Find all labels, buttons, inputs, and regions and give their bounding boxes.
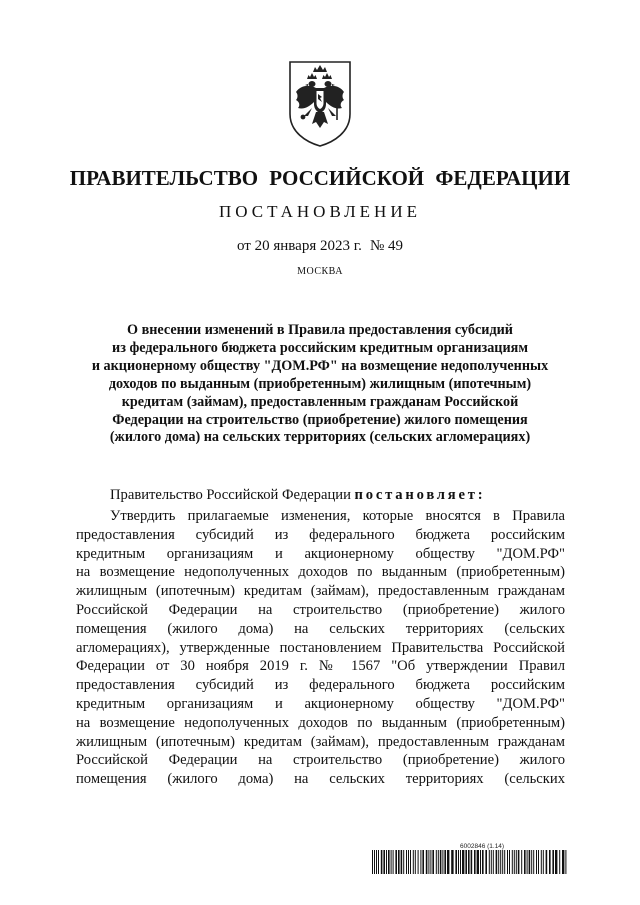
barcode-bar — [376, 850, 377, 874]
heading-line: (жилого дома) на сельских территориях (сельских агломерациях) — [109, 429, 531, 446]
barcode-bar — [533, 850, 534, 874]
barcode-bar — [372, 850, 373, 874]
barcode-bar — [408, 850, 409, 874]
barcode-bar — [507, 850, 508, 874]
barcode-bar — [538, 850, 539, 874]
barcode-bar — [383, 850, 385, 874]
barcode-bar — [391, 850, 392, 874]
barcode-bar — [489, 850, 490, 874]
body-line: Российской Федерации на строительство (приобретение) жилого — [76, 601, 565, 618]
barcode-bar — [438, 850, 439, 874]
barcode-bar — [521, 850, 522, 874]
barcode-bar — [552, 850, 554, 874]
document-date: от 20 января 2023 г. — [237, 238, 362, 254]
barcode-bar — [562, 850, 564, 874]
barcode-bar — [455, 850, 457, 874]
barcode-bar — [512, 850, 513, 874]
body-line: Российской Федерации на строительство (приобретение) жилого — [76, 752, 565, 769]
body-line: предоставления субсидий из федерального бюджета российским — [76, 526, 565, 543]
barcode-bar — [403, 850, 404, 874]
body-line: жилищным (ипотечным) кредитам (займам), предоставленным гражданам — [76, 733, 565, 750]
document-heading — [60, 322, 580, 447]
barcode-bar — [444, 850, 446, 874]
barcode-bar — [480, 850, 481, 874]
barcode-bar — [491, 850, 492, 874]
preamble — [110, 487, 485, 504]
coat-of-arms-icon — [286, 58, 354, 148]
barcode-bar — [524, 850, 526, 874]
heading-line: кредитам (займам), предоставленным гражданам Российской — [121, 393, 519, 410]
body-line: помещения (жилого дома) на сельских территориях (сельских — [76, 771, 565, 788]
barcode-bar — [474, 850, 476, 874]
barcode-bar — [546, 850, 548, 874]
barcode-bar — [460, 850, 461, 874]
body-line: жилищным (ипотечным) кредитам (займам), предоставленным гражданам — [76, 583, 565, 600]
preamble-text: Правительство Российской Федерации — [110, 487, 351, 503]
barcode-bar — [415, 850, 416, 874]
barcode-bar — [529, 850, 531, 874]
barcode-bar — [428, 850, 429, 874]
barcode-bar — [426, 850, 428, 874]
document-city: МОСКВА — [297, 266, 343, 277]
barcode-bar — [565, 850, 566, 874]
barcode-bar — [504, 850, 505, 874]
barcode-bar — [541, 850, 542, 874]
barcode-bar — [393, 850, 394, 874]
government-title: ПРАВИТЕЛЬСТВО РОССИЙСКОЙ ФЕДЕРАЦИИ — [69, 166, 571, 190]
barcode-bar — [549, 850, 551, 874]
barcode-bar — [418, 850, 419, 874]
heading-line: и акционерному обществу "ДОМ.РФ" на возмещение недополученных — [91, 357, 549, 374]
preamble-emphasis: постановляет: — [354, 487, 486, 503]
barcode-bar — [516, 850, 517, 874]
barcode-bar — [485, 850, 487, 874]
body-line: Федерации от 30 ноября 2019 г. № 1567 "Об утверждении Правил — [76, 658, 565, 675]
barcode-icon — [372, 850, 568, 874]
body-line: на возмещение недополученных доходов по выданным (приобретенным) — [76, 564, 565, 581]
document-number: № 49 — [369, 238, 403, 254]
body-line: кредитным организациям и акционерному обществу "ДОМ.РФ" — [76, 545, 565, 562]
barcode-bar — [432, 850, 434, 874]
body-text — [76, 507, 565, 789]
heading-line: Федерации на строительство (приобретение) жилого помещения — [112, 411, 528, 428]
barcode-bar — [401, 850, 403, 874]
barcode-bar — [440, 850, 442, 874]
barcode-bar — [436, 850, 437, 874]
barcode-bar — [410, 850, 411, 874]
body-line: агломерациях), утвержденные постановлением Правительства Российской — [76, 639, 565, 656]
document-type: ПОСТАНОВЛЕНИЕ — [218, 202, 421, 221]
barcode-bar — [531, 850, 532, 874]
barcode-bar — [500, 850, 501, 874]
barcode-bar — [527, 850, 528, 874]
heading-line: О внесении изменений в Правила предоставления субсидий — [127, 322, 513, 338]
body-line: предоставления субсидий из федерального бюджета российским — [76, 677, 565, 694]
body-line: кредитным организациям и акционерному обществу "ДОМ.РФ" — [76, 695, 565, 712]
barcode-bar — [430, 850, 431, 874]
barcode-bar — [471, 850, 473, 874]
barcode-bar — [381, 850, 383, 874]
barcode-number: 6002846 (1.14) — [460, 843, 505, 850]
document-date-line — [0, 238, 640, 255]
barcode-bar — [482, 850, 484, 874]
heading-line: из федерального бюджета российским кредитным организациям — [112, 339, 528, 356]
barcode-bar — [477, 850, 479, 874]
barcode-bar — [422, 850, 424, 874]
body-line: помещения (жилого дома) на сельских территориях (сельских — [76, 620, 565, 637]
barcode-bar — [559, 850, 560, 874]
barcode-bar — [468, 850, 470, 874]
barcode-bar — [462, 850, 464, 874]
barcode-bar — [388, 850, 390, 874]
barcode-bar — [374, 850, 375, 874]
barcode-bar — [398, 850, 400, 874]
barcode-bar — [386, 850, 387, 874]
barcode-bar — [493, 850, 494, 874]
barcode-bar — [447, 850, 449, 874]
body-line: на возмещение недополученных доходов по выданным (приобретенным) — [76, 714, 565, 731]
barcode-bar — [536, 850, 537, 874]
barcode-bar — [518, 850, 520, 874]
body-line: Утвердить прилагаемые изменения, которые вносятся в Правила — [110, 508, 565, 524]
barcode-bar — [420, 850, 421, 874]
barcode-bar — [496, 850, 498, 874]
barcode-bar — [498, 850, 499, 874]
barcode-bar — [543, 850, 544, 874]
barcode-bar — [451, 850, 453, 874]
barcode-bar — [458, 850, 459, 874]
barcode-bar — [413, 850, 414, 874]
barcode-bar — [395, 850, 397, 874]
barcode-bar — [555, 850, 557, 874]
heading-line: доходов по выданным (приобретенным) жилищным (ипотечным) — [108, 375, 532, 392]
barcode-bar — [465, 850, 467, 874]
barcode-bar — [378, 850, 379, 874]
barcode-bar — [509, 850, 510, 874]
barcode-bar — [406, 850, 407, 874]
barcode-bar — [502, 850, 503, 874]
barcode-bar — [514, 850, 515, 874]
barcode-bar — [442, 850, 443, 874]
